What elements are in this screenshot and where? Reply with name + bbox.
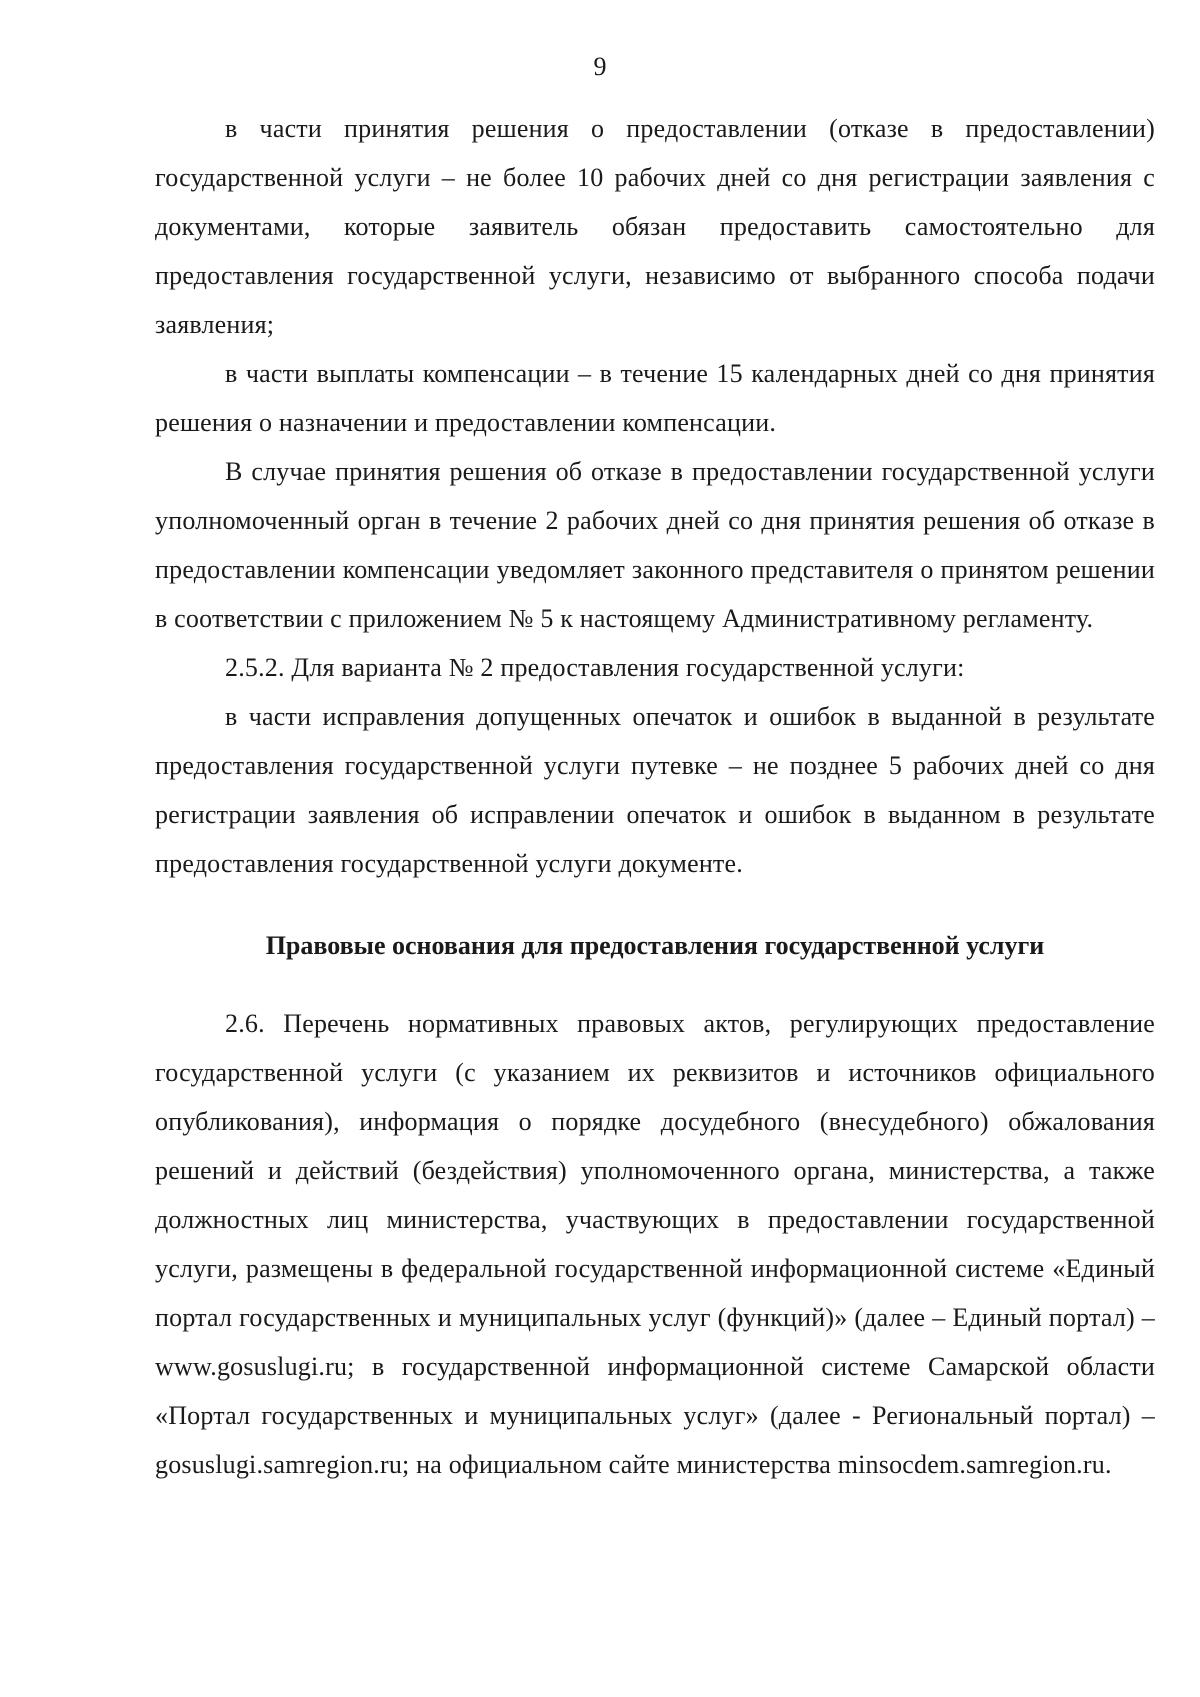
paragraph-refusal-notice: В случае принятия решения об отказе в предоставлении государственной услуги уполномоченный орган в течение 2 рабочих дней со дня принятия решения об отказе в предоставлении компенсации уведомляет законного представителя о принятом решении в соответствии с приложением № 5 к настоящему Административному регламенту. [155,457,1155,633]
paragraph-compensation-payment: в части выплаты компенсации – в течение 15 календарных дней со дня принятия решения о назначении и предоставлении компенсации. [155,359,1155,437]
paragraph-decision-deadline: в части принятия решения о предоставлении (отказе в предоставлении) государственной услуги – не более 10 рабочих дней со дня регистрации заявления с документами, которые заявитель обязан предоставить самостоятельно для предоставления государственной услуги, независимо от выбранного способа подачи заявления; [155,114,1155,339]
paragraph-legal-basis: 2.6. Перечень нормативных правовых актов, регулирующих предоставление государственной услуги (с указанием их реквизитов и источников официального опубликования), информация о порядке досудебного (внесудебного) обжалования решений и действий (бездействия) уполномоченного органа, министерства, а также должностных лиц министерства, участвующих в предоставлении государственной услуги, размещены в федеральной государственной информационной системе «Единый портал государственных и муниципальных услуг (функций)» (далее – Единый портал) – www.gosuslugi.ru; в государственной информационной системе Самарской области «Портал государственных и муниципальных услуг» (далее - Региональный портал) – gosuslugi.samregion.ru; на официальном сайте министерства minsocdem.samregion.ru. [155,1009,1155,1479]
paragraph-error-correction: в части исправления допущенных опечаток и ошибок в выданной в результате предоставления государственной услуги путевке – не позднее 5 рабочих дней со дня регистрации заявления об исправлении опечаток и ошибок в выданном в результате предоставления государственной услуги документе. [155,702,1155,878]
section-heading: Правовые основания для предоставления государственной услуги [265,931,1045,960]
page-number: 9 [593,52,607,81]
paragraph-variant-2-title: 2.5.2. Для варианта № 2 предоставления государственной услуги: [225,653,965,682]
document-body [155,104,1155,1489]
